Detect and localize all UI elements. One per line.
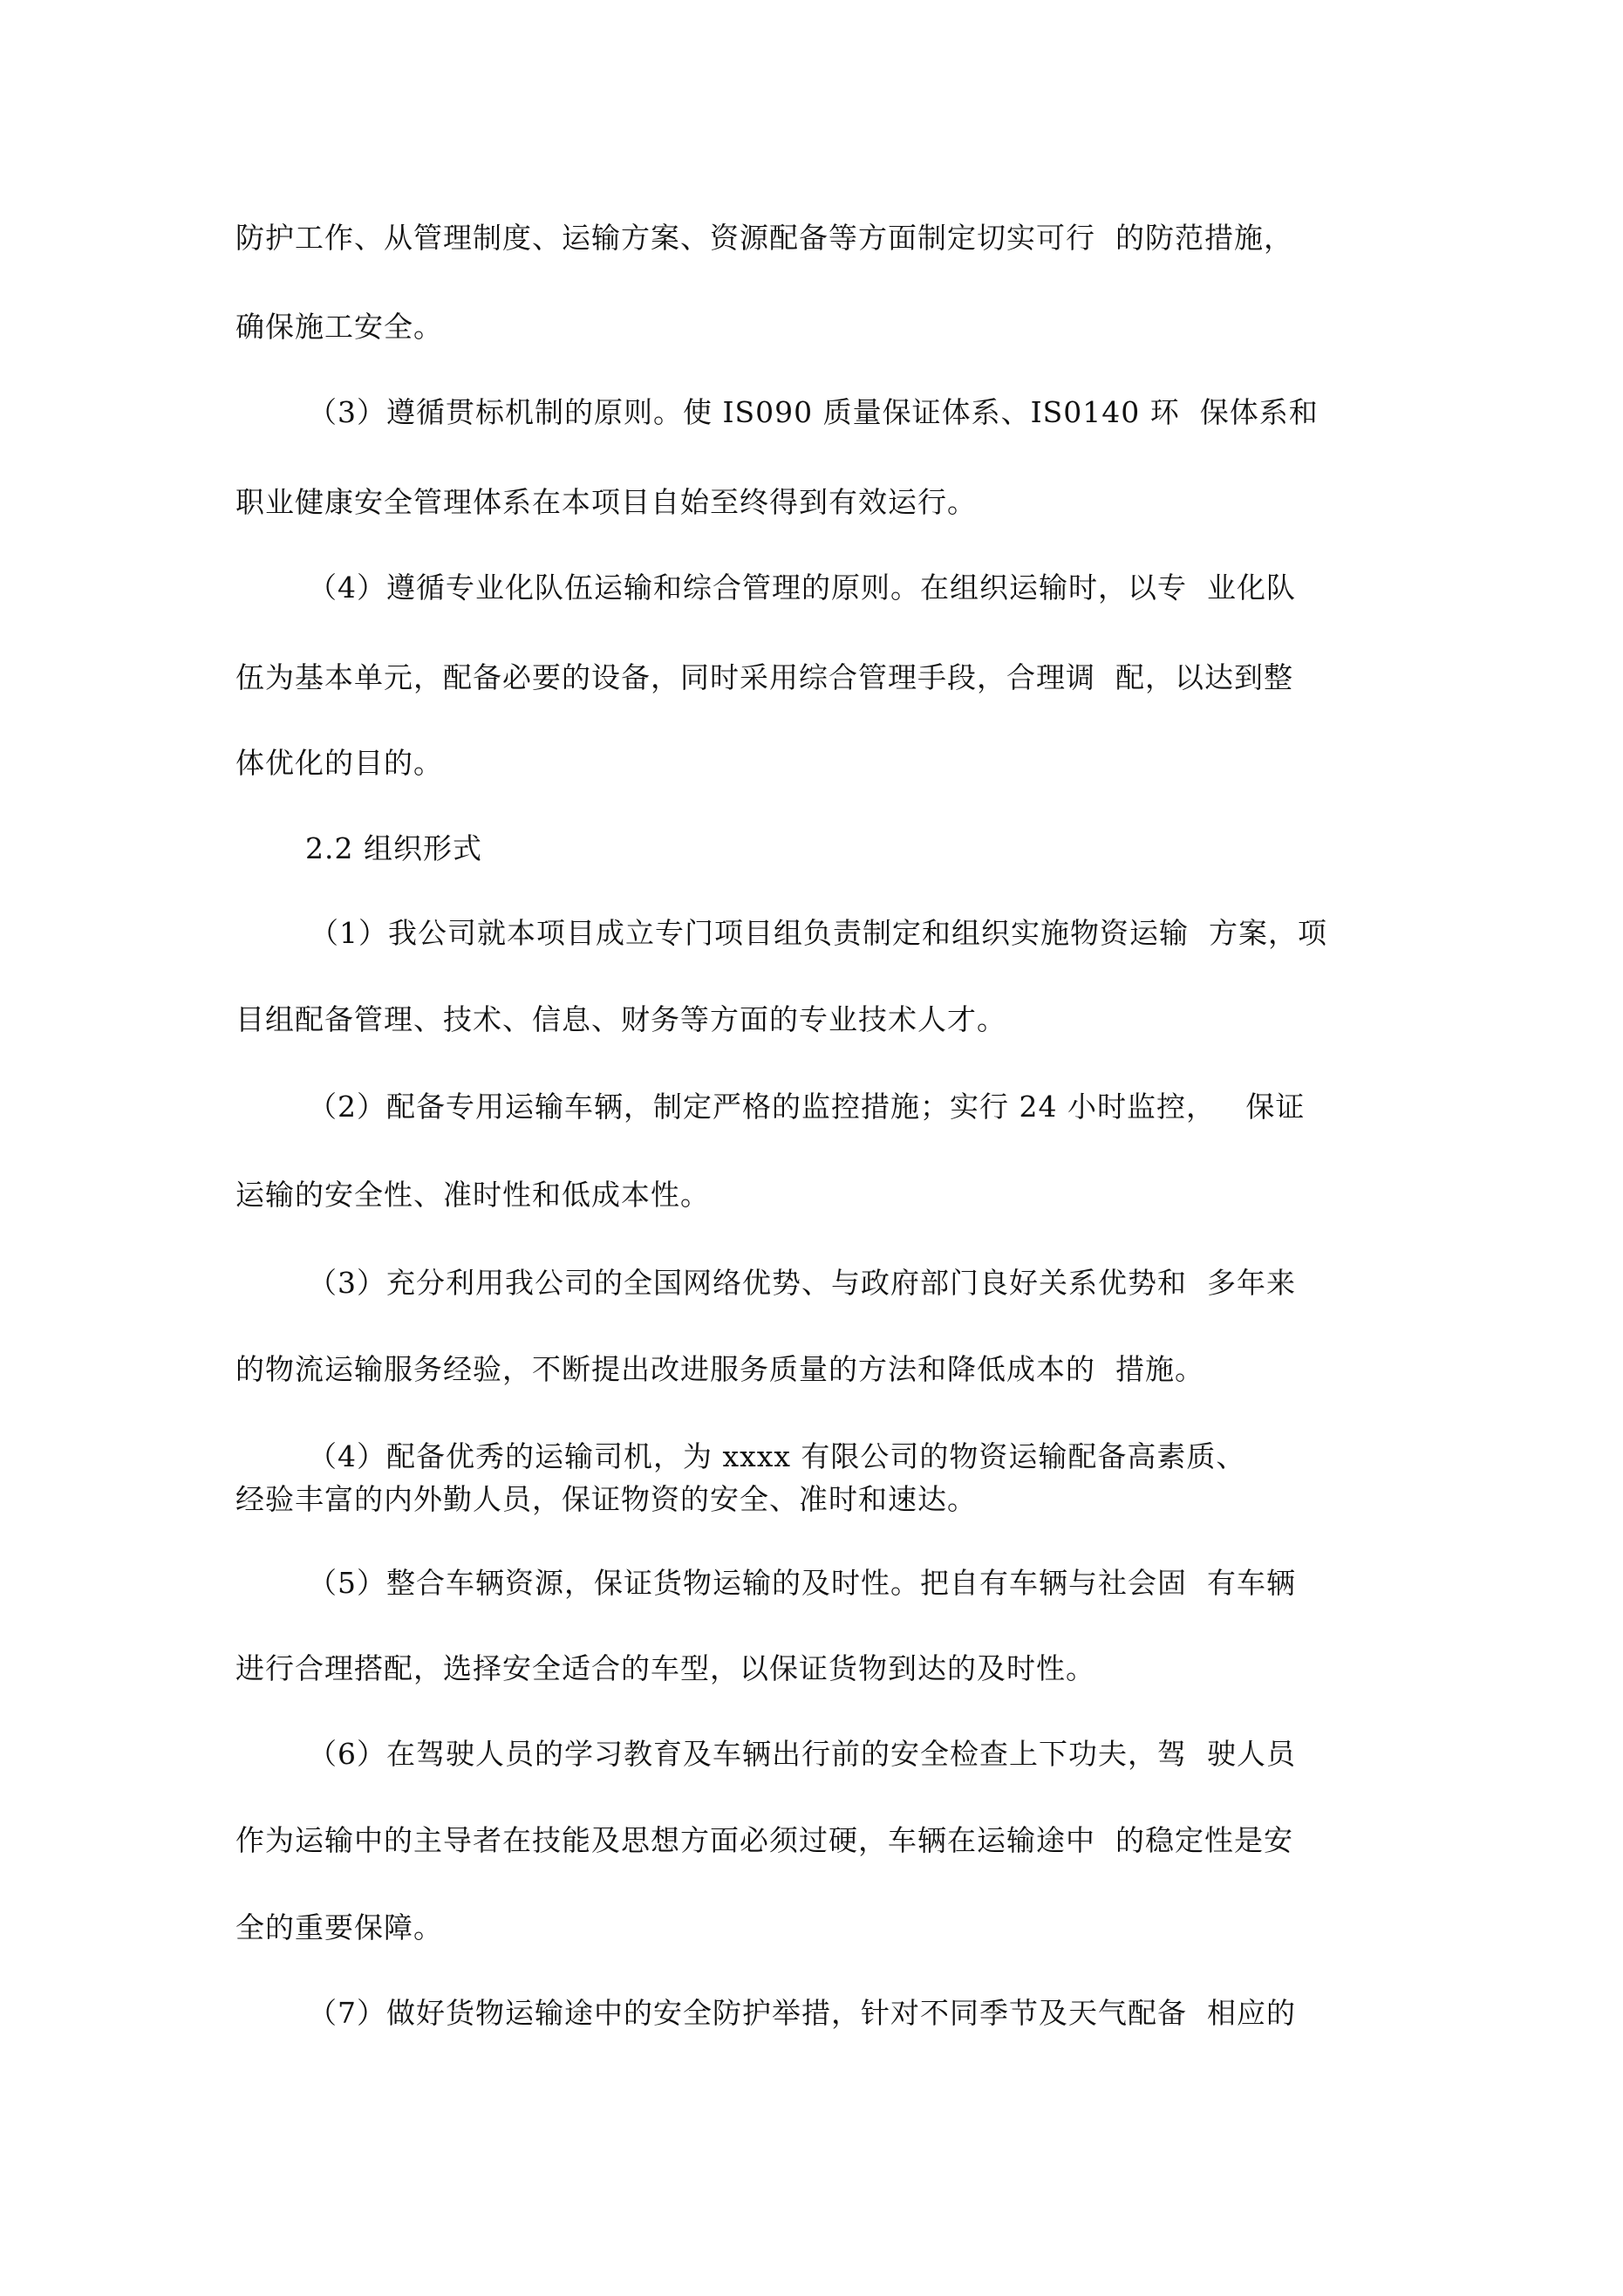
section-heading: 2.2 组织形式 [305, 831, 482, 865]
body-line: 体优化的目的。 [235, 746, 443, 780]
body-line: 职业健康安全管理体系在本项目自始至终得到有效运行。 [235, 485, 977, 519]
body-line: 确保施工安全。 [235, 310, 443, 344]
paragraph-3-line: （3）遵循贯标机制的原则。使 IS090 质量保证体系、IS0140 环 保体系和 [308, 395, 1319, 429]
body-line: 进行合理搭配，选择安全适合的车型，以保证货物到达的及时性。 [235, 1651, 1095, 1685]
body-line: 防护工作、从管理制度、运输方案、资源配备等方面制定切实可行 的防范措施， [235, 221, 1293, 255]
body-line: 全的重要保障。 [235, 1910, 443, 1944]
paragraph-6-line: （6）在驾驶人员的学习教育及车辆出行前的安全检查上下功夫，驾 驶人员 [308, 1737, 1296, 1771]
paragraph-4-line: （4）遵循专业化队伍运输和综合管理的原则。在组织运输时，以专 业化队 [308, 571, 1296, 605]
body-line: 运输的安全性、准时性和低成本性。 [235, 1178, 710, 1212]
paragraph-7-line: （7）做好货物运输途中的安全防护举措，针对不同季节及天气配备 相应的 [308, 1996, 1296, 2030]
paragraph-3-line: （3）充分利用我公司的全国网络优势、与政府部门良好关系优势和 多年来 [308, 1266, 1296, 1300]
paragraph-4-line: （4）配备优秀的运输司机，为 xxxx 有限公司的物资运输配备高素质、 [308, 1439, 1246, 1473]
paragraph-2-line: （2）配备专用运输车辆，制定严格的监控措施；实行 24 小时监控， 保证 [308, 1090, 1306, 1124]
body-line: 的物流运输服务经验，不断提出改进服务质量的方法和降低成本的 措施。 [235, 1352, 1204, 1386]
paragraph-1-line: （1）我公司就本项目成立专门项目组负责制定和组织实施物资运输 方案，项 [310, 916, 1327, 950]
body-line: 伍为基本单元，配备必要的设备，同时采用综合管理手段，合理调 配，以达到整 [235, 660, 1293, 694]
body-line: 目组配备管理、技术、信息、财务等方面的专业技术人才。 [235, 1002, 1006, 1036]
body-line: 作为运输中的主导者在技能及思想方面必须过硬，车辆在运输途中 的稳定性是安 [235, 1823, 1293, 1857]
paragraph-5-line: （5）整合车辆资源，保证货物运输的及时性。把自有车辆与社会固 有车辆 [308, 1566, 1296, 1600]
body-line: 经验丰富的内外勤人员，保证物资的安全、准时和速达。 [235, 1482, 977, 1516]
